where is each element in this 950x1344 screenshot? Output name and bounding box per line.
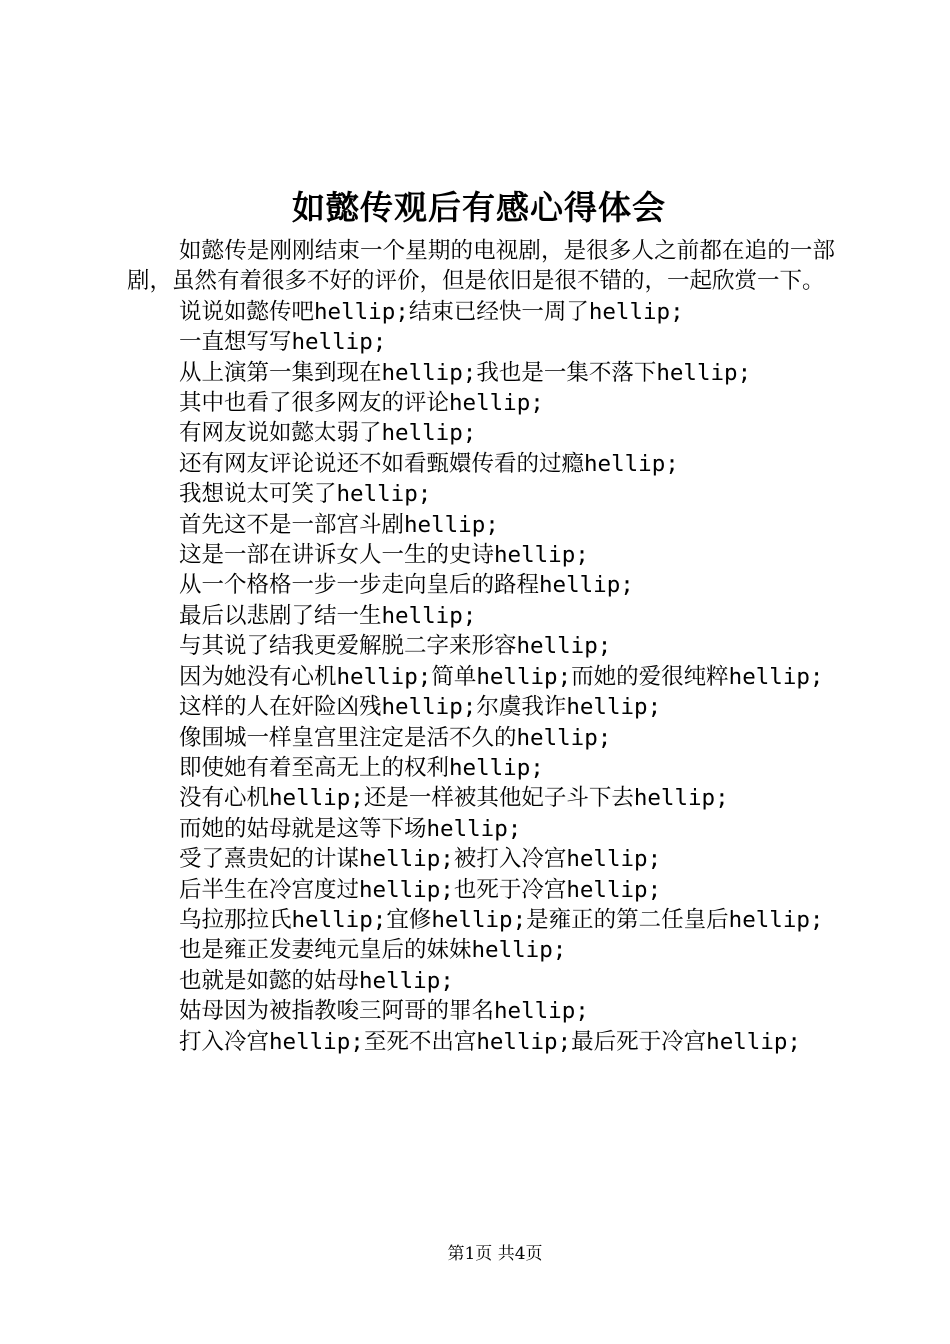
paragraph-25: 姑母因为被指教唆三阿哥的罪名hellip; — [179, 998, 589, 1025]
paragraph-8: 我想说太可笑了hellip; — [179, 481, 432, 508]
paragraph-9: 首先这不是一部宫斗剧hellip; — [179, 511, 499, 538]
paragraph-17: 即使她有着至高无上的权利hellip; — [179, 754, 544, 781]
document-body — [127, 236, 835, 1057]
paragraph-5: 其中也看了很多网友的评论hellip; — [179, 390, 544, 417]
paragraph-1: 如懿传是刚刚结束一个星期的电视剧，是很多人之前都在追的一部剧，虽然有着很多不好的评价，但是依旧是很不错的，一起欣赏一下。 — [127, 238, 835, 295]
paragraph-6: 有网友说如懿太弱了hellip; — [179, 420, 477, 447]
paragraph-4: 从上演第一集到现在hellip;我也是一集不落下hellip; — [179, 359, 752, 386]
paragraph-3: 一直想写写hellip; — [179, 329, 387, 356]
paragraph-12: 最后以悲剧了结一生hellip; — [179, 602, 477, 629]
paragraph-15: 这样的人在奸险凶残hellip;尔虞我诈hellip; — [179, 694, 662, 721]
paragraph-18: 没有心机hellip;还是一样被其他妃子斗下去hellip; — [179, 785, 729, 812]
page-number-footer: 第1页 共4页 — [447, 1244, 543, 1264]
paragraph-20: 受了熹贵妃的计谋hellip;被打入冷宫hellip; — [179, 846, 662, 873]
paragraph-10: 这是一部在讲诉女人一生的史诗hellip; — [179, 542, 589, 569]
paragraph-19: 而她的姑母就是这等下场hellip; — [179, 815, 522, 842]
paragraph-26: 打入冷宫hellip;至死不出宫hellip;最后死于冷宫hellip; — [179, 1028, 801, 1055]
paragraph-23: 也是雍正发妻纯元皇后的妹妹hellip; — [179, 937, 567, 964]
paragraph-11: 从一个格格一步一步走向皇后的路程hellip; — [179, 572, 634, 599]
paragraph-14: 因为她没有心机hellip;简单hellip;而她的爱很纯粹hellip; — [179, 663, 824, 690]
paragraph-13: 与其说了结我更爱解脱二字来形容hellip; — [179, 633, 612, 660]
paragraph-24: 也就是如懿的姑母hellip; — [179, 967, 454, 994]
paragraph-21: 后半生在冷宫度过hellip;也死于冷宫hellip; — [179, 876, 662, 903]
paragraph-2: 说说如懿传吧hellip;结束已经快一周了hellip; — [179, 298, 684, 325]
paragraph-22: 乌拉那拉氏hellip;宜修hellip;是雍正的第二任皇后hellip; — [179, 906, 824, 933]
paragraph-7: 还有网友评论说还不如看甄嬛传看的过瘾hellip; — [179, 450, 679, 477]
paragraph-16: 像围城一样皇宫里注定是活不久的hellip; — [179, 724, 612, 751]
document-title: 如懿传观后有感心得体会 — [292, 188, 666, 227]
